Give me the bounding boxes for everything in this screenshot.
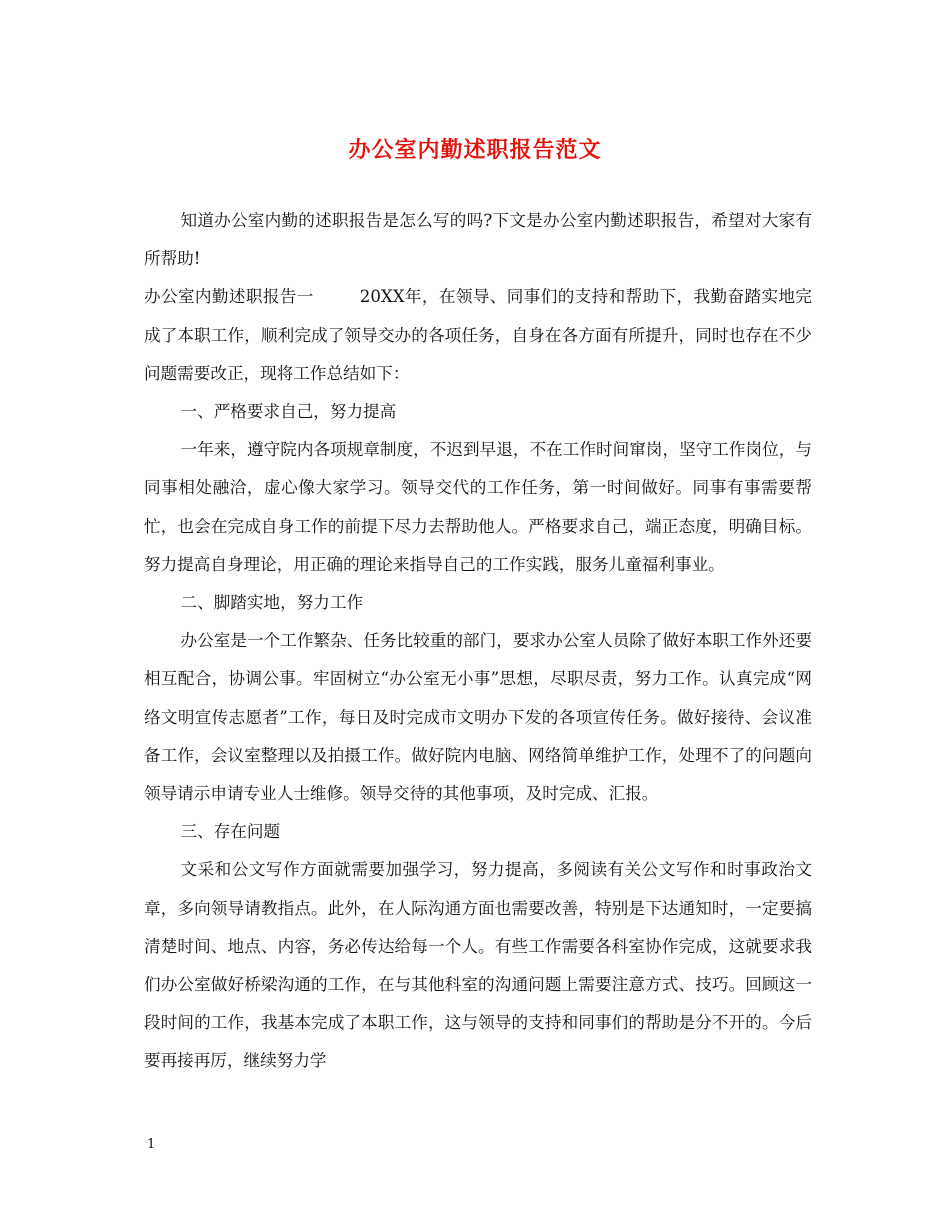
page-number: 1 bbox=[147, 1137, 156, 1152]
section-heading-3: 三、存在问题 bbox=[180, 822, 281, 842]
section-paragraph-1: 一年来，遵守院内各项规章制度，不迟到早退，不在工作时间窜岗，坚守工作岗位，与同事相处融洽，虚心像大家学习。领导交代的工作任务，第一时间做好。同事有事需要帮忙，也会在完成自身工作的前提下尽力去帮助他人。严格要求自己，端正态度，明确目标。努力提高自身理论，用正确的理论来指导自己的工作实践，服务儿童福利事业。 bbox=[144, 440, 812, 574]
section-paragraph-3: 文采和公文写作方面就需要加强学习，努力提高，多阅读有关公文写作和时事政治文章，多向领导请教指点。此外，在人际沟通方面也需要改善，特别是下达通知时，一定要搞清楚时间、地点、内容，务必传达给每一个人。有些工作需要各科室协作完成，这就要求我们办公室做好桥梁沟通的工作，在与其他科室的沟通问题上需要注意方式、技巧。回顾这一段时间的工作，我基本完成了本职工作，这与领导的支持和同事们的帮助是分不开的。今后要再接再厉，继续努力学 bbox=[144, 860, 812, 1071]
report-opening-text: 20XX年，在领导、同事们的支持和帮助下，我勤奋踏实地完成了本职工作，顺利完成了领导交办的各项任务，自身在各方面有所提升，同时也存在不少问题需要改正，现将工作总结如下： bbox=[144, 287, 812, 383]
section-heading-1: 一、严格要求自己，努力提高 bbox=[180, 402, 397, 422]
section-paragraph-2: 办公室是一个工作繁杂、任务比较重的部门，要求办公室人员除了做好本职工作外还要相互配合，协调公事。牢固树立“办公室无小事”思想，尽职尽责，努力工作。认真完成“网络文明宣传志愿者”工作，每日及时完成市文明办下发的各项宣传任务。做好接待、会议准备工作，会议室整理以及拍摄工作。做好院内电脑、网络简单维护工作，处理不了的问题向领导请示申请专业人士维修。领导交待的其他事项，及时完成、汇报。 bbox=[144, 631, 812, 804]
report-label: 办公室内勤述职报告一 bbox=[144, 287, 314, 307]
report-opening-paragraph bbox=[144, 278, 812, 393]
intro-paragraph: 知道办公室内勤的述职报告是怎么写的吗?下文是办公室内勤述职报告，希望对大家有所帮助! bbox=[144, 211, 812, 269]
document-title: 办公室内勤述职报告范文 bbox=[348, 137, 602, 163]
document-body bbox=[144, 202, 812, 1081]
section-heading-2: 二、脚踏实地，努力工作 bbox=[180, 593, 364, 613]
